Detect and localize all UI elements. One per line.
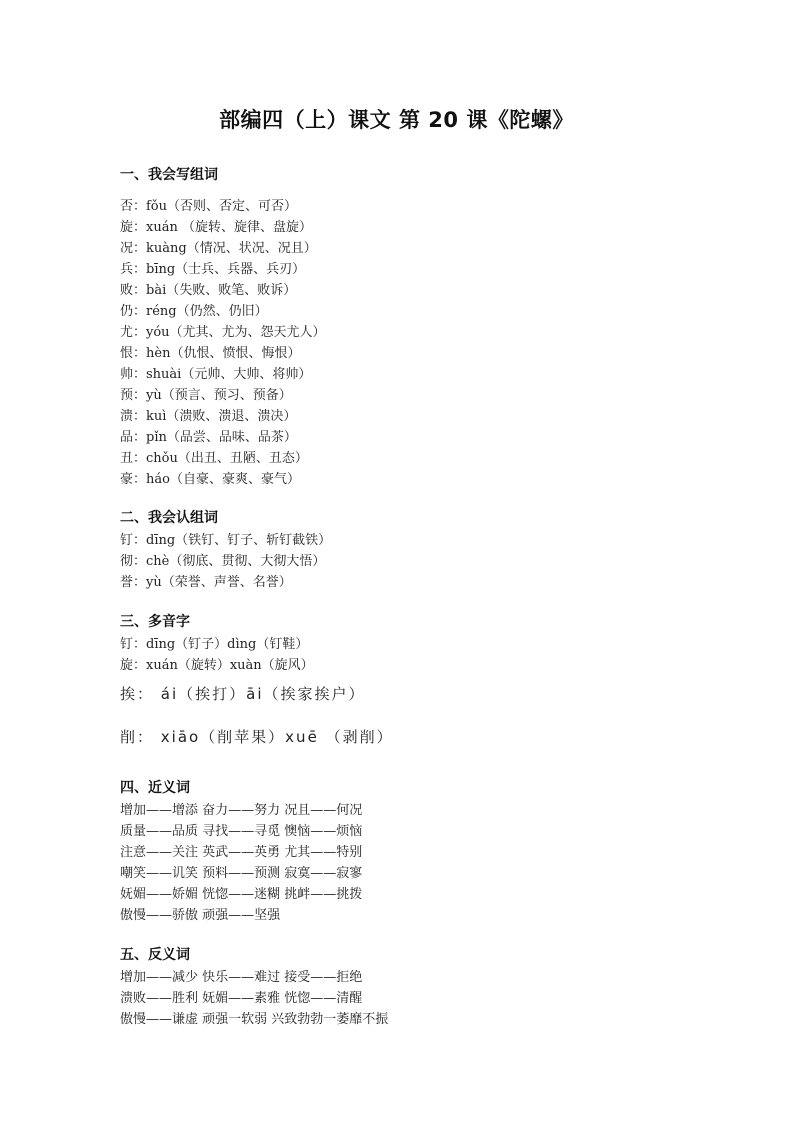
antonym-line: 傲慢——谦虚 顽强一软弱 兴致勃勃一萎靡不振: [120, 1012, 389, 1027]
word-line: 恨：hèn（仇恨、愤恨、悔恨）: [120, 346, 301, 361]
word-line: 仍：réng（仍然、仍旧）: [120, 304, 268, 319]
word-line: 誉：yù（荣誉、声誉、名誉）: [120, 575, 292, 590]
word-line: 否：fǒu（否则、否定、可否）: [120, 199, 298, 214]
section-heading-write-words: 一、我会写组词: [120, 167, 218, 183]
synonym-line: 注意——关注 英武——英勇 尤其——特别: [120, 845, 363, 860]
word-line: 溃：kuì（溃败、溃退、溃决）: [120, 409, 297, 424]
antonym-line: 溃败——胜利 妩媚——素雅 恍惚——清醒: [120, 991, 363, 1006]
word-line: 品：pǐn（品尝、品味、品茶）: [120, 430, 297, 445]
section-heading-synonyms: 四、近义词: [120, 780, 190, 796]
polyphonic-line: 旋：xuán（旋转）xuàn（旋风）: [120, 658, 314, 673]
word-line: 旋：xuán （旋转、旋律、盘旋）: [120, 220, 312, 235]
word-line: 帅：shuài（元帅、大帅、将帅）: [120, 367, 312, 382]
polyphonic-line-large: 挨： ái（挨打）āi（挨家挨户）: [120, 685, 366, 703]
synonym-line: 妩媚——娇媚 恍惚——迷糊 挑衅——挑拨: [120, 887, 363, 902]
section-heading-antonyms: 五、反义词: [120, 947, 190, 963]
word-line: 丑：chǒu（出丑、丑陋、丑态）: [120, 451, 308, 466]
synonym-line: 增加——增添 奋力——努力 况且——何况: [120, 803, 363, 818]
polyphonic-line-large: 削： xiāo（削苹果）xuē （剥削）: [120, 728, 394, 746]
antonym-line: 增加——减少 快乐——难过 接受——拒绝: [120, 970, 363, 985]
word-line: 彻：chè（彻底、贯彻、大彻大悟）: [120, 554, 326, 569]
word-line: 败：bài（失败、败笔、败诉）: [120, 283, 297, 298]
word-line: 况：kuàng（情况、状况、况且）: [120, 241, 317, 256]
page-title: 部编四（上）课文 第 20 课《陀螺》: [219, 108, 574, 132]
synonym-line: 傲慢——骄傲 顽强——坚强: [120, 908, 281, 923]
polyphonic-line: 钉：dīng（钉子）dìng（钉鞋）: [120, 637, 309, 652]
word-line: 钉：dīng（铁钉、钉子、斩钉截铁）: [120, 533, 332, 548]
word-line: 尤：yóu（尤其、尤为、怨天尤人）: [120, 325, 326, 340]
word-line: 豪：háo（自豪、豪爽、豪气）: [120, 472, 300, 487]
section-heading-recognize-words: 二、我会认组词: [120, 510, 218, 526]
section-heading-polyphonic: 三、多音字: [120, 614, 190, 630]
word-line: 预：yù（预言、预习、预备）: [120, 388, 292, 403]
word-line: 兵：bīng（士兵、兵器、兵刃）: [120, 262, 306, 277]
synonym-line: 质量——品质 寻找——寻觅 懊恼——烦恼: [120, 824, 363, 839]
synonym-line: 嘲笑——讥笑 预料——预测 寂寞——寂寥: [120, 866, 363, 881]
